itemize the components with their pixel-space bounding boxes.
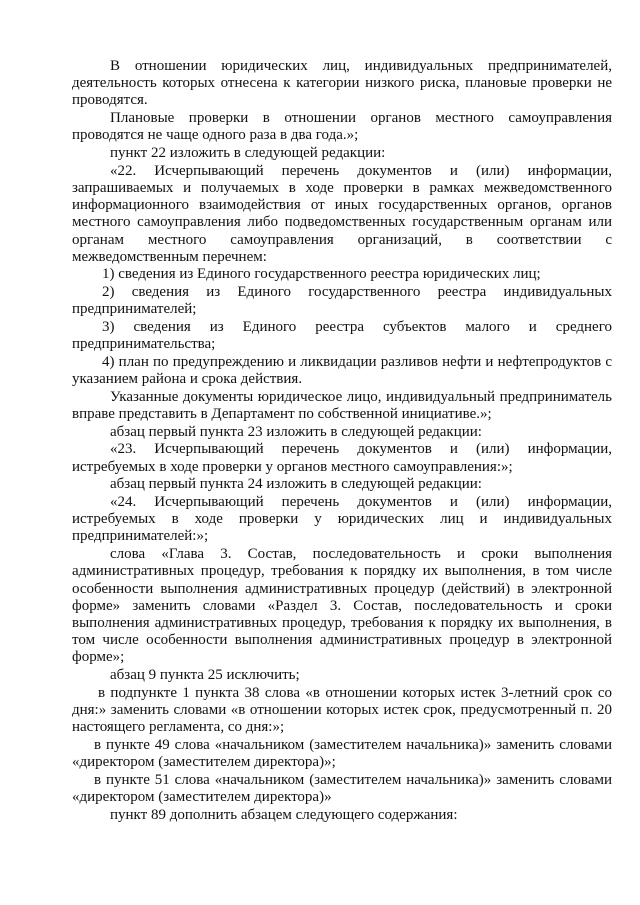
paragraph-item-49: в пункте 49 слова «начальником (заместителем начальника)» заменить словами «директором (заместителем директора)»; [72, 736, 612, 771]
list-item-4: 4) план по предупреждению и ликвидации разливов нефти и нефтепродуктов с указанием района и срока действия. [72, 353, 612, 388]
paragraph-planned-inspections: Плановые проверки в отношении органов местного самоуправления проводятся не чаще одного раза в два года.»; [72, 110, 612, 144]
paragraph-item-23: «23. Исчерпывающий перечень документов и (или) информации, истребуемых в ходе проверки у органов местного самоуправления:»; [72, 441, 612, 475]
paragraph-item-22-intro: пункт 22 изложить в следующей редакции: [110, 145, 386, 162]
paragraph-item-24-intro: абзац первый пункта 24 изложить в следующей редакции: [110, 476, 482, 493]
paragraph-chapter-3-replace: слова «Глава 3. Состав, последовательность и сроки выполнения административных процедур, требования к порядку их выполнения, в том числе особенности выполнения административных процедур (действий) в электронной форме» заменить словами «Раздел 3. Состав, последовательность и сроки выполнения административных процедур, требования к порядку их выполнения, в том числе особенности выполнения административных процедур в электронной форме»; [72, 546, 612, 666]
paragraph-documents-initiative: Указанные документы юридическое лицо, индивидуальный предприниматель вправе представить в Департамент по собственной инициативе.»; [72, 388, 612, 423]
list-item-2: 2) сведения из Единого государственного реестра индивидуальных предпринимателей; [72, 284, 612, 318]
paragraph-low-risk: В отношении юридических лиц, индивидуальных предпринимателей, деятельность которых отнесена к категории низкого риска, плановые проверки не проводятся. [72, 58, 612, 109]
document-page [72, 58, 612, 824]
list-item-1: 1) сведения из Единого государственного реестра юридических лиц; [102, 266, 541, 283]
paragraph-item-38: в подпункте 1 пункта 38 слова «в отношении которых истек 3-летний срок со дня:» заменить словами «в отношении которых истек срок, предусмотренный п. 20 настоящего регламента, со дня:»; [72, 684, 612, 736]
paragraph-item-24: «24. Исчерпывающий перечень документов и (или) информации, истребуемых в ходе проверки у юридических лиц и индивидуальных предпринимателей:»; [72, 494, 612, 545]
paragraph-item-51: в пункте 51 слова «начальником (заместителем начальника)» заменить словами «директором (заместителем директора)» [72, 771, 612, 806]
paragraph-item-25-remove: абзац 9 пункта 25 исключить; [110, 667, 300, 684]
paragraph-item-23-intro: абзац первый пункта 23 изложить в следующей редакции: [110, 423, 482, 440]
paragraph-item-89: пункт 89 дополнить абзацем следующего содержания: [110, 806, 458, 823]
list-item-3: 3) сведения из Единого реестра субъектов малого и среднего предпринимательства; [72, 319, 612, 353]
paragraph-item-22: «22. Исчерпывающий перечень документов и (или) информации, запрашиваемых и получаемых в ходе проверки в рамках межведомственного информационного взаимодействия от иных государственных органов, органов местного самоуправления либо подведомственных государственным органам или органам местного самоуправления организаций, в соответствии с межведомственным перечнем: [72, 162, 612, 265]
